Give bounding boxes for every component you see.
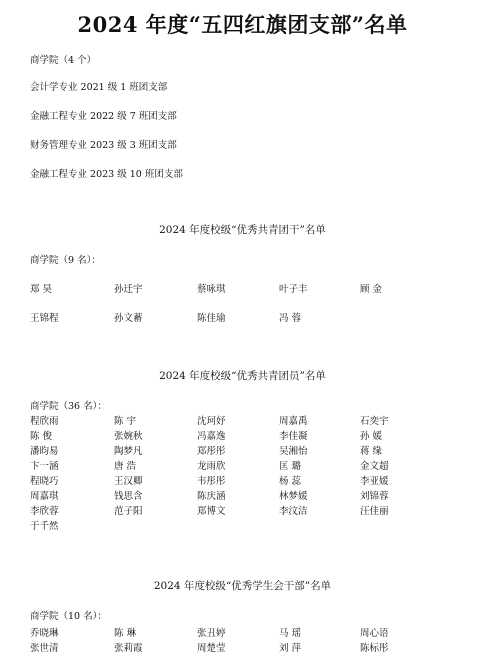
name-cell: 周嘉琪 — [30, 491, 59, 502]
section2-title: 2024 年度校级“优秀共青团干”名单 — [159, 224, 326, 236]
name-row — [30, 625, 470, 639]
name-cell: 唐 浩 — [114, 461, 137, 472]
name-row — [30, 310, 470, 324]
name-cell: 金文超 — [360, 461, 389, 472]
name-cell: 周心语 — [360, 628, 389, 639]
section2-college: 商学院（9 名）： — [30, 255, 101, 266]
name-cell: 张婉秋 — [114, 431, 143, 442]
name-cell: 韦彤彤 — [197, 476, 226, 487]
name-row — [30, 488, 470, 502]
name-cell: 汪佳丽 — [360, 506, 389, 517]
name-row — [30, 503, 470, 517]
name-cell: 钱思含 — [114, 491, 143, 502]
name-cell: 郑 昊 — [30, 284, 53, 295]
name-cell: 王锦程 — [30, 313, 59, 324]
section4-title: 2024 年度校级“优秀学生会干部”名单 — [153, 580, 332, 592]
name-cell: 叶子丰 — [279, 284, 308, 295]
name-cell: 孙文蓄 — [114, 313, 143, 324]
name-cell: 匡 璐 — [279, 461, 302, 472]
name-cell: 陈 宇 — [114, 416, 137, 427]
name-cell: 刘锦蓉 — [360, 491, 389, 502]
name-cell: 陈佳瑜 — [197, 313, 226, 324]
name-cell: 张莉霞 — [114, 643, 143, 654]
section3-title: 2024 年度校级“优秀共青团员”名单 — [159, 370, 326, 382]
name-cell: 郑博文 — [197, 506, 226, 517]
name-cell: 杨 蕊 — [279, 476, 302, 487]
name-cell: 石奕宇 — [360, 416, 389, 427]
name-cell: 郑彤彤 — [197, 446, 226, 457]
name-cell: 陈 琳 — [114, 628, 137, 639]
name-cell: 刘 萍 — [279, 643, 302, 654]
branch-item: 会计学专业 2021 级 1 班团支部 — [30, 82, 168, 93]
name-cell: 卞一涵 — [30, 461, 59, 472]
name-cell: 马 瑶 — [279, 628, 302, 639]
name-cell: 周楚莹 — [197, 643, 226, 654]
name-cell: 程晓巧 — [30, 476, 59, 487]
name-cell: 乔晓琳 — [30, 628, 59, 639]
name-cell: 林梦媛 — [279, 491, 308, 502]
name-cell: 蔡咏琪 — [197, 284, 226, 295]
branch-item: 金融工程专业 2023 级 10 班团支部 — [30, 169, 183, 180]
name-cell: 顾 金 — [360, 284, 383, 295]
name-row — [30, 413, 470, 427]
section4-college: 商学院（10 名）： — [30, 611, 107, 622]
name-cell: 于千然 — [30, 521, 59, 532]
name-cell: 周嘉禹 — [279, 416, 308, 427]
name-row — [30, 281, 470, 295]
name-cell: 李佳凝 — [279, 431, 308, 442]
name-row — [30, 473, 470, 487]
name-cell: 王汉卿 — [114, 476, 143, 487]
name-cell: 陈 俊 — [30, 431, 53, 442]
name-cell: 李亚媛 — [360, 476, 389, 487]
name-cell: 程欣雨 — [30, 416, 59, 427]
name-cell: 孙迁宇 — [114, 284, 143, 295]
name-cell: 李欣蓉 — [30, 506, 59, 517]
name-cell: 吴湘怡 — [279, 446, 308, 457]
name-cell: 冯 蓉 — [279, 313, 302, 324]
name-cell: 潘昀易 — [30, 446, 59, 457]
section3-college: 商学院（36 名）： — [30, 401, 107, 412]
name-cell: 张世清 — [30, 643, 59, 654]
name-cell: 陈庆涵 — [197, 491, 226, 502]
name-cell: 龙雨欣 — [197, 461, 226, 472]
page-title: 2024 年度“五四红旗团支部”名单 — [77, 12, 408, 37]
name-cell: 沈珂妤 — [197, 416, 226, 427]
name-cell: 范子阳 — [114, 506, 143, 517]
name-row — [30, 443, 470, 457]
name-cell: 李汶洁 — [279, 506, 308, 517]
name-cell: 蒋 缘 — [360, 446, 383, 457]
name-row — [30, 640, 470, 654]
name-cell: 陈标彤 — [360, 643, 389, 654]
name-row — [30, 518, 470, 532]
name-cell: 冯嘉逸 — [197, 431, 226, 442]
name-cell: 孙 媛 — [360, 431, 383, 442]
section1-college: 商学院（4 个） — [30, 55, 97, 66]
name-cell: 陶梦凡 — [114, 446, 143, 457]
name-row — [30, 428, 470, 442]
branch-item: 金融工程专业 2022 级 7 班团支部 — [30, 111, 177, 122]
name-cell: 张丑婷 — [197, 628, 226, 639]
branch-item: 财务管理专业 2023 级 3 班团支部 — [30, 140, 177, 151]
name-row — [30, 458, 470, 472]
